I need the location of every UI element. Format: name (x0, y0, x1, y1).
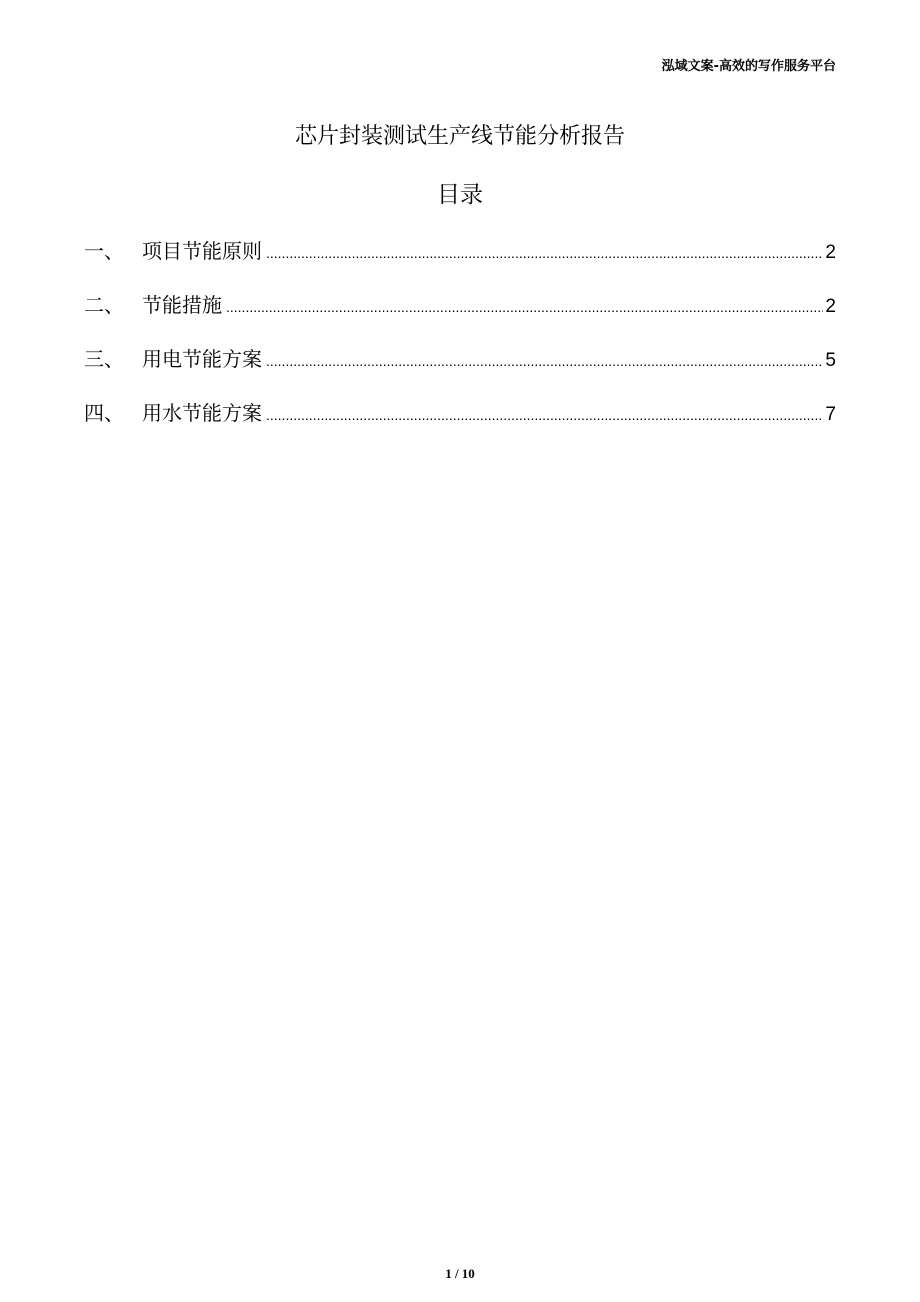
toc-entry-label: 项目节能原则 (142, 239, 262, 263)
toc-entry-3[interactable] (84, 344, 836, 398)
page-number-footer: 1 / 10 (445, 1266, 475, 1281)
toc-entry-label: 用水节能方案 (142, 401, 262, 425)
toc-dot-leader (226, 292, 823, 322)
toc-entry-number: 三、 (84, 347, 124, 371)
toc-dot-leader (266, 346, 823, 376)
toc-entry-number: 一、 (84, 239, 124, 263)
toc-entry-number: 四、 (84, 401, 124, 425)
toc-entry-2[interactable] (84, 290, 836, 344)
page-header: 泓域文案-高效的写作服务平台 (661, 59, 836, 74)
toc-entry-4[interactable] (84, 398, 836, 452)
toc-entry-page: 7 (825, 404, 836, 425)
toc-entry-page: 2 (825, 242, 836, 263)
toc-dot-leader (266, 238, 823, 268)
document-title: 芯片封装测试生产线节能分析报告 (294, 124, 625, 149)
toc-entry-label: 用电节能方案 (142, 347, 262, 371)
toc-entry-number: 二、 (84, 293, 124, 317)
toc-entry-page: 2 (825, 296, 836, 317)
toc-entry-1[interactable] (84, 236, 836, 290)
toc-heading: 目录 (437, 182, 483, 208)
toc-entry-label: 节能措施 (142, 293, 222, 317)
toc-dot-leader (266, 400, 823, 430)
table-of-contents (84, 236, 836, 452)
toc-entry-page: 5 (825, 350, 836, 371)
